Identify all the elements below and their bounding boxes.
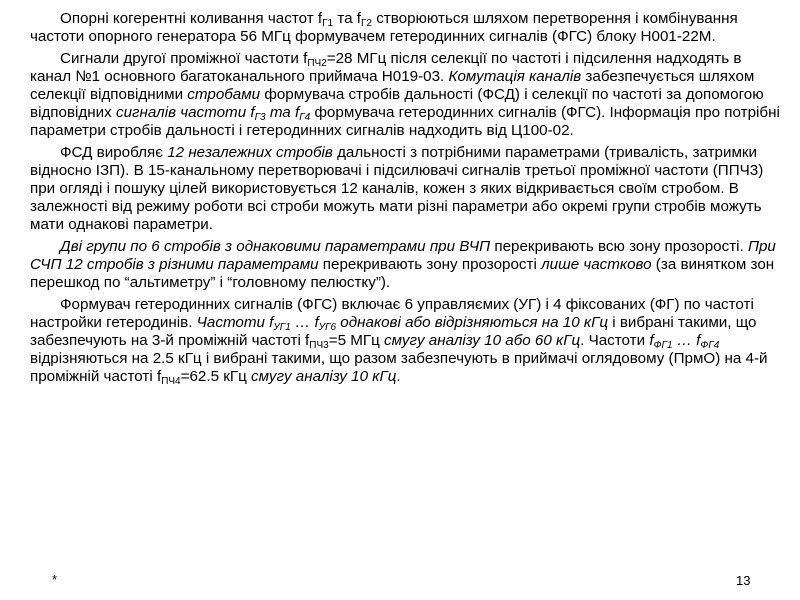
- text-run: (за винятком зон перешкод по “альтиметру” і “головному пелюстку”).: [30, 256, 775, 291]
- paragraph-second-if-signals: [30, 50, 780, 140]
- italic-text-run: 12 незалежних стробів: [167, 144, 333, 161]
- subscript-text: УГ6: [318, 322, 337, 333]
- subscript-text: Г4: [299, 112, 311, 123]
- italic-text-run: Дві групи по 6 стробів з однаковими параметрами при ВЧП: [60, 238, 491, 255]
- text-run: перекривають всю зону прозорості.: [490, 238, 748, 255]
- subscript-text: ПЧ4: [161, 376, 181, 387]
- text-run: дальності з потрібними параметрами (тривалість, затримки відносно ІЗП). В 15-канальному перетворювачі і підсилювачі сигналів третьої проміжної частоти (ППЧ3) при огляді і пошуку цілей використовується 12 каналів, кожен з яких відкривається своїм стробом. В залежності від режиму роботи всі строби можуть мати різні параметри або окремі групи стробів можуть мати однакові параметри.: [30, 144, 764, 233]
- text-run: формувача стробів дальності (ФСД) і селекції по частоті за допомогою відповідних: [30, 86, 764, 121]
- text-run: Опорні когерентні коливання частот f: [60, 10, 323, 27]
- subscript-text: Г3: [254, 112, 266, 123]
- subscript-text: ФГ4: [700, 340, 720, 351]
- text-run: створюються шляхом перетворення і комбінування частоти опорного генератора 56 МГц формувачем гетеродинних сигналів (ФГС) блоку Н001-22М.: [30, 10, 738, 45]
- text-run: перекривають зону прозорості: [318, 256, 542, 273]
- italic-text-run: стробами: [187, 86, 261, 103]
- text-run: =62.5 кГц: [180, 368, 252, 385]
- subscript-text: ПЧ3: [309, 340, 329, 351]
- italic-text-run: Комутація каналів: [448, 68, 582, 85]
- subscript-text: ФГ1: [653, 340, 673, 351]
- italic-text-run: та f: [265, 104, 300, 121]
- paragraph-strobe-groups: [30, 238, 780, 292]
- paragraph-range-strobes: [30, 144, 780, 234]
- page-number: 13: [736, 573, 751, 588]
- text-run: Формувач гетеродинних сигналів (ФГС) включає 6 управляємих (УГ) і 4 фіксованих (ФГ) по частоті настройки гетеродинів.: [30, 296, 754, 331]
- text-run: . Частоти: [580, 332, 650, 349]
- italic-text-run: f: [696, 332, 701, 349]
- text-run: та f: [333, 10, 361, 27]
- italic-text-run: … f: [290, 314, 319, 331]
- italic-text-run: однакові або відрізняються на 10 кГц: [336, 314, 609, 331]
- text-run: ФСД виробляє: [60, 144, 168, 161]
- subscript-text: УГ1: [273, 322, 291, 333]
- italic-text-run: Частоти f: [196, 314, 274, 331]
- text-run: і вибрані такими, що забезпечують на 3-й проміжній частоті f: [30, 314, 757, 349]
- subscript-text: ПЧ2: [307, 58, 327, 69]
- italic-text-run: смугу аналізу 10 кГц: [251, 368, 397, 385]
- italic-text-run: …: [672, 332, 697, 349]
- text-run: забезпечується шляхом селекції відповідними: [30, 68, 755, 103]
- text-run: формувача гетеродинних сигналів (ФГС). Інформація про потрібні параметри стробів дальності і гетеродинних сигналів надходить від Ц100-02.: [30, 104, 780, 139]
- footer-star-mark: *: [52, 572, 58, 587]
- italic-text-run: При СЧП 12 стробів з різними параметрами: [30, 238, 776, 273]
- paragraph-heterodyne-former: [30, 296, 780, 386]
- italic-text-run: лише частково: [541, 256, 652, 273]
- subscript-text: Г1: [322, 18, 334, 29]
- italic-text-run: сигналів частоти f: [115, 104, 255, 121]
- text-run: =28 МГц після селекції по частоті і підсилення надходять в канал №1 основного багатоканального приймача Н019-03.: [30, 50, 742, 85]
- text-run: .: [396, 368, 401, 385]
- italic-text-run: смугу аналізу 10 або 60 кГц: [384, 332, 581, 349]
- slide-body-text: [30, 10, 780, 390]
- text-run: відрізняються на 2.5 кГц і вибрані такими, що разом забезпечують в приймачі оглядовому (ПрмО) на 4-й проміжній частоті f: [30, 350, 768, 385]
- subscript-text: Г2: [361, 18, 372, 29]
- text-run: Сигнали другої проміжної частоти f: [60, 50, 308, 67]
- italic-text-run: f: [649, 332, 654, 349]
- paragraph-reference-oscillations: [30, 10, 780, 46]
- text-run: =5 МГц: [328, 332, 385, 349]
